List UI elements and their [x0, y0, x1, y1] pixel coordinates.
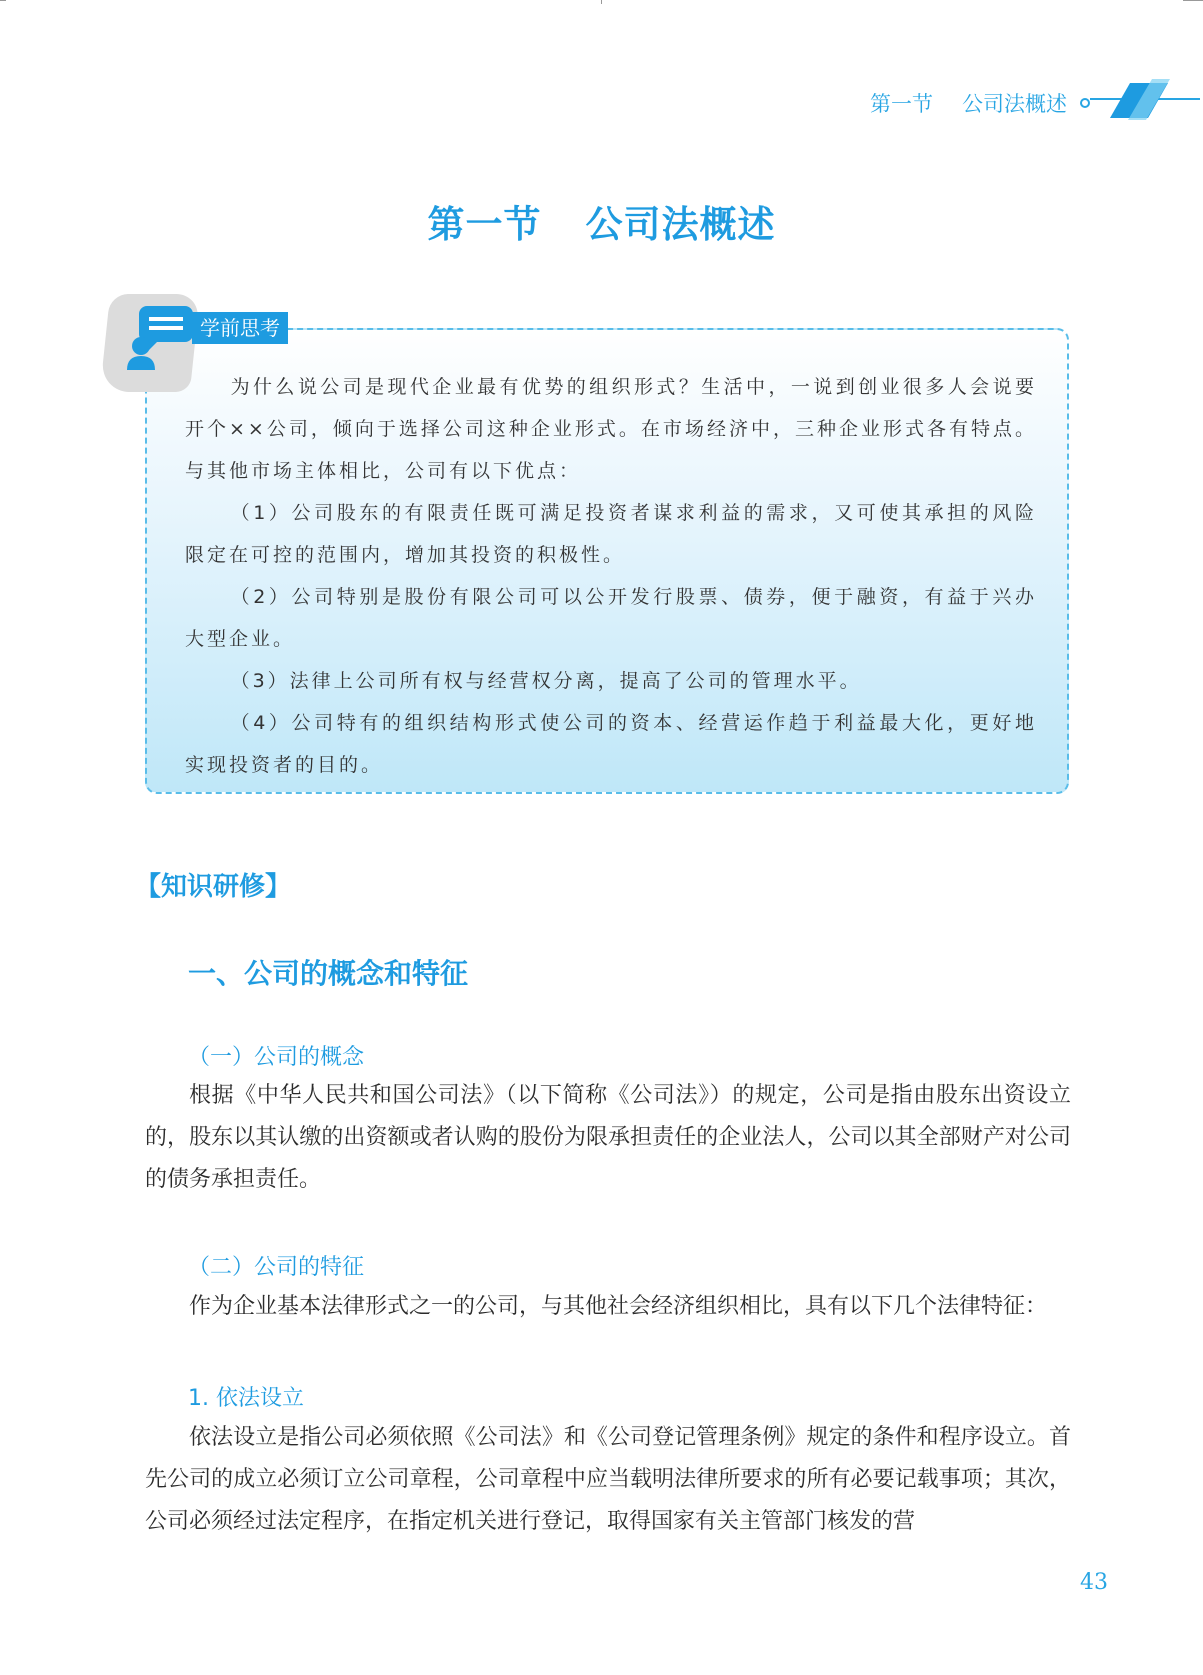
- title-section-name: 公司法概述: [585, 202, 776, 246]
- crop-mark-center: [601, 0, 602, 4]
- think-paragraph: 为什么说公司是现代企业最有优势的组织形式？生活中，一说到创业很多人会说要开个××公司，倾向于选择公司这种企业形式。在市场经济中，三种企业形式各有特点。与其他市场主体相比，公司有以下优点：: [185, 376, 1037, 482]
- subsection-heading-concept: （一）公司的概念: [188, 1045, 365, 1070]
- speech-person-icon: [125, 304, 197, 372]
- title-section-number: 第一节: [427, 202, 542, 246]
- section-heading: 一、公司的概念和特征: [188, 957, 469, 990]
- think-paragraph: （3）法律上公司所有权与经营权分离，提高了公司的管理水平。: [230, 670, 862, 692]
- think-paragraph: （1）公司股东的有限责任既可满足投资者谋求利益的需求，又可使其承担的风险限定在可控的范围内，增加其投资的积极性。: [185, 502, 1037, 566]
- think-text: [185, 366, 1037, 786]
- crop-mark-left: [0, 0, 6, 1]
- running-header: [870, 88, 1203, 118]
- concept-paragraph: 根据《中华人民共和国公司法》（以下简称《公司法》）的规定，公司是指由股东出资设立的，股东以其认缴的出资额或者认购的股份为限承担责任的企业法人，公司以其全部财产对公司的债务承担责任。: [145, 1083, 1071, 1192]
- running-header-section-title: 公司法概述: [962, 92, 1067, 116]
- features-intro-paragraph: 作为企业基本法律形式之一的公司，与其他社会经济组织相比，具有以下几个法律特征：: [189, 1294, 1048, 1319]
- header-dot-icon: [1080, 98, 1090, 108]
- pre-study-thinking-box: [145, 316, 1069, 794]
- pre-study-label: 学前思考: [192, 312, 288, 344]
- running-header-section-number: 第一节: [870, 92, 933, 116]
- subsection-heading-features: （二）公司的特征: [188, 1255, 365, 1280]
- think-paragraph: （4）公司特有的组织结构形式使公司的资本、经营运作趋于利益最大化，更好地实现投资者的目的。: [185, 712, 1037, 776]
- lawful-establishment-paragraph: 依法设立是指公司必须依照《公司法》和《公司登记管理条例》规定的条件和程序设立。首先公司的成立必须订立公司章程，公司章程中应当载明法律所要求的所有必要记载事项；其次，公司必须经过法定程序，在指定机关进行登记，取得国家有关主管部门核发的营: [145, 1425, 1071, 1534]
- knowledge-heading: 【知识研修】: [135, 872, 292, 902]
- page-title: [0, 194, 1203, 248]
- crop-mark-right: [1183, 0, 1203, 1]
- page-number: 43: [1080, 1570, 1108, 1595]
- item-heading-lawful-establishment: 1. 依法设立: [188, 1386, 304, 1411]
- think-paragraph: （2）公司特别是股份有限公司可以公开发行股票、债券，便于融资，有益于兴办大型企业。: [185, 586, 1037, 650]
- header-stripe-icon: [1090, 78, 1200, 128]
